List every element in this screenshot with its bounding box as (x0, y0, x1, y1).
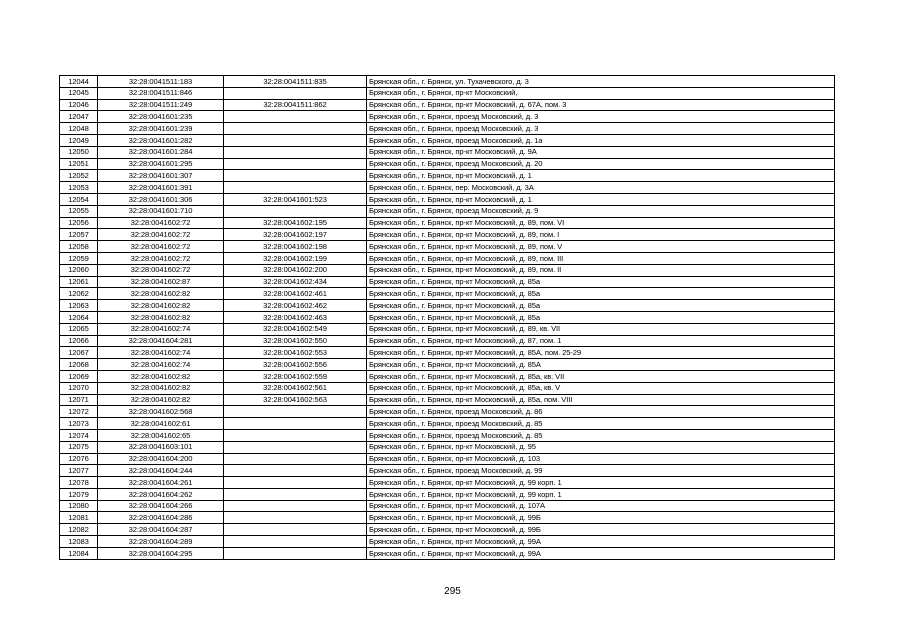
table-row (60, 335, 835, 347)
address-cell: Брянская обл., г. Брянск, проезд Московский, д. 3 (367, 123, 835, 135)
sub-cadastral-number-cell: 32:28:0041602:461 (224, 288, 367, 300)
address-cell: Брянская обл., г. Брянск, пр-кт Московский, д. 85а (367, 300, 835, 312)
sub-cadastral-number-cell (224, 429, 367, 441)
row-number-cell: 12074 (60, 429, 98, 441)
sub-cadastral-number-cell: 32:28:0041511:862 (224, 99, 367, 111)
row-number-cell: 12054 (60, 193, 98, 205)
sub-cadastral-number-cell (224, 488, 367, 500)
row-number-cell: 12065 (60, 323, 98, 335)
row-number-cell: 12063 (60, 300, 98, 312)
table-row (60, 170, 835, 182)
cadastral-number-cell: 32:28:0041604:289 (98, 536, 224, 548)
table-row (60, 347, 835, 359)
address-cell: Брянская обл., г. Брянск, пр-кт Московский, д. 99А (367, 547, 835, 559)
registry-table-body (60, 76, 835, 560)
cadastral-number-cell: 32:28:0041604:281 (98, 335, 224, 347)
sub-cadastral-number-cell: 32:28:0041602:434 (224, 276, 367, 288)
table-row (60, 488, 835, 500)
table-row (60, 123, 835, 135)
table-row (60, 217, 835, 229)
row-number-cell: 12070 (60, 382, 98, 394)
row-number-cell: 12044 (60, 76, 98, 88)
page-number: 295 (444, 586, 461, 597)
address-cell: Брянская обл., г. Брянск, проезд Московский, д. 1а (367, 134, 835, 146)
cadastral-number-cell: 32:28:0041604:261 (98, 477, 224, 489)
address-cell: Брянская обл., г. Брянск, пр-кт Московский, д. 95 (367, 441, 835, 453)
cadastral-number-cell: 32:28:0041604:287 (98, 524, 224, 536)
table-row (60, 252, 835, 264)
sub-cadastral-number-cell: 32:28:0041602:462 (224, 300, 367, 312)
sub-cadastral-number-cell: 32:28:0041602:559 (224, 370, 367, 382)
row-number-cell: 12061 (60, 276, 98, 288)
row-number-cell: 12057 (60, 229, 98, 241)
row-number-cell: 12060 (60, 264, 98, 276)
table-row (60, 477, 835, 489)
table-row (60, 359, 835, 371)
sub-cadastral-number-cell (224, 205, 367, 217)
address-cell: Брянская обл., г. Брянск, проезд Московский, д. 99 (367, 465, 835, 477)
row-number-cell: 12071 (60, 394, 98, 406)
table-row (60, 512, 835, 524)
cadastral-number-cell: 32:28:0041511:846 (98, 87, 224, 99)
table-row (60, 134, 835, 146)
address-cell: Брянская обл., г. Брянск, пр-кт Московский, д. 85а (367, 288, 835, 300)
row-number-cell: 12045 (60, 87, 98, 99)
table-row (60, 229, 835, 241)
table-row (60, 453, 835, 465)
table-row (60, 524, 835, 536)
cadastral-number-cell: 32:28:0041604:286 (98, 512, 224, 524)
sub-cadastral-number-cell: 32:28:0041602:556 (224, 359, 367, 371)
cadastral-number-cell: 32:28:0041602:568 (98, 406, 224, 418)
cadastral-number-cell: 32:28:0041602:82 (98, 394, 224, 406)
address-cell: Брянская обл., г. Брянск, пр-кт Московский, (367, 87, 835, 99)
table-row (60, 288, 835, 300)
registry-table (59, 75, 835, 560)
table-row (60, 87, 835, 99)
address-cell: Брянская обл., г. Брянск, пр-кт Московский, д. 99Б (367, 524, 835, 536)
cadastral-number-cell: 32:28:0041601:284 (98, 146, 224, 158)
row-number-cell: 12080 (60, 500, 98, 512)
sub-cadastral-number-cell: 32:28:0041602:561 (224, 382, 367, 394)
row-number-cell: 12075 (60, 441, 98, 453)
address-cell: Брянская обл., г. Брянск, пр-кт Московский, д. 85а, кв. V (367, 382, 835, 394)
cadastral-number-cell: 32:28:0041602:82 (98, 300, 224, 312)
sub-cadastral-number-cell: 32:28:0041602:195 (224, 217, 367, 229)
sub-cadastral-number-cell: 32:28:0041602:550 (224, 335, 367, 347)
sub-cadastral-number-cell: 32:28:0041602:549 (224, 323, 367, 335)
row-number-cell: 12067 (60, 347, 98, 359)
cadastral-number-cell: 32:28:0041604:262 (98, 488, 224, 500)
row-number-cell: 12062 (60, 288, 98, 300)
sub-cadastral-number-cell (224, 87, 367, 99)
table-row (60, 406, 835, 418)
table-row (60, 418, 835, 430)
sub-cadastral-number-cell: 32:28:0041511:835 (224, 76, 367, 88)
address-cell: Брянская обл., г. Брянск, пр-кт Московский, д. 107А (367, 500, 835, 512)
address-cell: Брянская обл., г. Брянск, пр-кт Московский, д. 67А, пом. 3 (367, 99, 835, 111)
row-number-cell: 12050 (60, 146, 98, 158)
cadastral-number-cell: 32:28:0041602:82 (98, 288, 224, 300)
row-number-cell: 12081 (60, 512, 98, 524)
cadastral-number-cell: 32:28:0041602:61 (98, 418, 224, 430)
sub-cadastral-number-cell (224, 406, 367, 418)
table-row (60, 311, 835, 323)
table-row (60, 146, 835, 158)
row-number-cell: 12053 (60, 182, 98, 194)
address-cell: Брянская обл., г. Брянск, пр-кт Московский, д. 99А (367, 536, 835, 548)
address-cell: Брянская обл., г. Брянск, пр-кт Московский, д. 99 корп. 1 (367, 477, 835, 489)
row-number-cell: 12051 (60, 158, 98, 170)
cadastral-number-cell: 32:28:0041601:391 (98, 182, 224, 194)
row-number-cell: 12077 (60, 465, 98, 477)
cadastral-number-cell: 32:28:0041604:200 (98, 453, 224, 465)
cadastral-number-cell: 32:28:0041602:72 (98, 241, 224, 253)
sub-cadastral-number-cell (224, 123, 367, 135)
address-cell: Брянская обл., г. Брянск, проезд Московский, д. 86 (367, 406, 835, 418)
row-number-cell: 12052 (60, 170, 98, 182)
sub-cadastral-number-cell (224, 477, 367, 489)
table-row (60, 536, 835, 548)
row-number-cell: 12083 (60, 536, 98, 548)
cadastral-number-cell: 32:28:0041511:183 (98, 76, 224, 88)
sub-cadastral-number-cell (224, 111, 367, 123)
sub-cadastral-number-cell (224, 547, 367, 559)
address-cell: Брянская обл., г. Брянск, пр-кт Московский, д. 103 (367, 453, 835, 465)
row-number-cell: 12064 (60, 311, 98, 323)
table-row (60, 465, 835, 477)
cadastral-number-cell: 32:28:0041602:72 (98, 264, 224, 276)
sub-cadastral-number-cell (224, 418, 367, 430)
sub-cadastral-number-cell: 32:28:0041602:553 (224, 347, 367, 359)
address-cell: Брянская обл., г. Брянск, пр-кт Московский, д. 89, кв. VII (367, 323, 835, 335)
address-cell: Брянская обл., г. Брянск, пр-кт Московский, д. 85а, кв. VII (367, 370, 835, 382)
sub-cadastral-number-cell (224, 146, 367, 158)
table-row (60, 76, 835, 88)
cadastral-number-cell: 32:28:0041602:74 (98, 359, 224, 371)
sub-cadastral-number-cell: 32:28:0041602:198 (224, 241, 367, 253)
row-number-cell: 12076 (60, 453, 98, 465)
row-number-cell: 12068 (60, 359, 98, 371)
address-cell: Брянская обл., г. Брянск, пр-кт Московский, д. 89, пом. I (367, 229, 835, 241)
cadastral-number-cell: 32:28:0041604:266 (98, 500, 224, 512)
sub-cadastral-number-cell (224, 465, 367, 477)
row-number-cell: 12078 (60, 477, 98, 489)
sub-cadastral-number-cell (224, 453, 367, 465)
cadastral-number-cell: 32:28:0041601:710 (98, 205, 224, 217)
cadastral-number-cell: 32:28:0041602:87 (98, 276, 224, 288)
table-row (60, 193, 835, 205)
row-number-cell: 12047 (60, 111, 98, 123)
address-cell: Брянская обл., г. Брянск, пр-кт Московский, д. 85а (367, 276, 835, 288)
cadastral-number-cell: 32:28:0041601:306 (98, 193, 224, 205)
address-cell: Брянская обл., г. Брянск, проезд Московский, д. 9 (367, 205, 835, 217)
cadastral-number-cell: 32:28:0041602:74 (98, 323, 224, 335)
row-number-cell: 12046 (60, 99, 98, 111)
address-cell: Брянская обл., г. Брянск, проезд Московский, д. 85 (367, 429, 835, 441)
sub-cadastral-number-cell: 32:28:0041602:199 (224, 252, 367, 264)
sub-cadastral-number-cell (224, 158, 367, 170)
cadastral-number-cell: 32:28:0041602:74 (98, 347, 224, 359)
cadastral-number-cell: 32:28:0041602:82 (98, 370, 224, 382)
sub-cadastral-number-cell (224, 134, 367, 146)
cadastral-number-cell: 32:28:0041601:307 (98, 170, 224, 182)
address-cell: Брянская обл., г. Брянск, пр-кт Московский, д. 89, пом. III (367, 252, 835, 264)
sub-cadastral-number-cell (224, 500, 367, 512)
cadastral-number-cell: 32:28:0041511:249 (98, 99, 224, 111)
address-cell: Брянская обл., г. Брянск, пер. Московский, д. 3А (367, 182, 835, 194)
row-number-cell: 12084 (60, 547, 98, 559)
row-number-cell: 12048 (60, 123, 98, 135)
table-row (60, 99, 835, 111)
cadastral-number-cell: 32:28:0041602:72 (98, 252, 224, 264)
address-cell: Брянская обл., г. Брянск, пр-кт Московский, д. 9А (367, 146, 835, 158)
row-number-cell: 12072 (60, 406, 98, 418)
address-cell: Брянская обл., г. Брянск, пр-кт Московский, д. 1 (367, 170, 835, 182)
address-cell: Брянская обл., г. Брянск, пр-кт Московский, д. 1 (367, 193, 835, 205)
sub-cadastral-number-cell (224, 512, 367, 524)
table-row (60, 300, 835, 312)
row-number-cell: 12082 (60, 524, 98, 536)
table-row (60, 111, 835, 123)
address-cell: Брянская обл., г. Брянск, пр-кт Московский, д. 85а, пом. VIII (367, 394, 835, 406)
address-cell: Брянская обл., г. Брянск, пр-кт Московский, д. 85а (367, 311, 835, 323)
address-cell: Брянская обл., г. Брянск, проезд Московский, д. 3 (367, 111, 835, 123)
address-cell: Брянская обл., г. Брянск, проезд Московский, д. 20 (367, 158, 835, 170)
table-row (60, 158, 835, 170)
address-cell: Брянская обл., г. Брянск, пр-кт Московский, д. 89, пом. II (367, 264, 835, 276)
address-cell: Брянская обл., г. Брянск, пр-кт Московский, д. 99 корп. 1 (367, 488, 835, 500)
cadastral-number-cell: 32:28:0041601:239 (98, 123, 224, 135)
row-number-cell: 12079 (60, 488, 98, 500)
table-row (60, 264, 835, 276)
cadastral-number-cell: 32:28:0041601:295 (98, 158, 224, 170)
cadastral-number-cell: 32:28:0041601:282 (98, 134, 224, 146)
sub-cadastral-number-cell (224, 441, 367, 453)
address-cell: Брянская обл., г. Брянск, пр-кт Московский, д. 99Б (367, 512, 835, 524)
cadastral-number-cell: 32:28:0041602:72 (98, 217, 224, 229)
table-row (60, 323, 835, 335)
sub-cadastral-number-cell: 32:28:0041602:200 (224, 264, 367, 276)
sub-cadastral-number-cell: 32:28:0041602:197 (224, 229, 367, 241)
sub-cadastral-number-cell: 32:28:0041601:523 (224, 193, 367, 205)
cadastral-number-cell: 32:28:0041601:235 (98, 111, 224, 123)
row-number-cell: 12056 (60, 217, 98, 229)
table-row (60, 205, 835, 217)
sub-cadastral-number-cell (224, 182, 367, 194)
table-row (60, 370, 835, 382)
table-row (60, 276, 835, 288)
sub-cadastral-number-cell (224, 536, 367, 548)
cadastral-number-cell: 32:28:0041604:295 (98, 547, 224, 559)
address-cell: Брянская обл., г. Брянск, проезд Московский, д. 85 (367, 418, 835, 430)
address-cell: Брянская обл., г. Брянск, пр-кт Московский, д. 87, пом. 1 (367, 335, 835, 347)
row-number-cell: 12055 (60, 205, 98, 217)
table-row (60, 382, 835, 394)
table-row (60, 241, 835, 253)
table-row (60, 500, 835, 512)
sub-cadastral-number-cell: 32:28:0041602:563 (224, 394, 367, 406)
address-cell: Брянская обл., г. Брянск, ул. Тухачевского, д. 3 (367, 76, 835, 88)
cadastral-number-cell: 32:28:0041602:72 (98, 229, 224, 241)
address-cell: Брянская обл., г. Брянск, пр-кт Московский, д. 89, пом. V (367, 241, 835, 253)
row-number-cell: 12049 (60, 134, 98, 146)
cadastral-number-cell: 32:28:0041602:65 (98, 429, 224, 441)
address-cell: Брянская обл., г. Брянск, пр-кт Московский, д. 85А (367, 359, 835, 371)
address-cell: Брянская обл., г. Брянск, пр-кт Московский, д. 89, пом. VI (367, 217, 835, 229)
table-row (60, 182, 835, 194)
row-number-cell: 12059 (60, 252, 98, 264)
table-row (60, 394, 835, 406)
cadastral-number-cell: 32:28:0041602:82 (98, 311, 224, 323)
row-number-cell: 12058 (60, 241, 98, 253)
row-number-cell: 12069 (60, 370, 98, 382)
table-row (60, 441, 835, 453)
cadastral-number-cell: 32:28:0041604:244 (98, 465, 224, 477)
sub-cadastral-number-cell: 32:28:0041602:463 (224, 311, 367, 323)
sub-cadastral-number-cell (224, 524, 367, 536)
address-cell: Брянская обл., г. Брянск, пр-кт Московский, д. 85А, пом. 25-29 (367, 347, 835, 359)
sub-cadastral-number-cell (224, 170, 367, 182)
row-number-cell: 12073 (60, 418, 98, 430)
cadastral-number-cell: 32:28:0041602:82 (98, 382, 224, 394)
table-row (60, 547, 835, 559)
cadastral-number-cell: 32:28:0041603:101 (98, 441, 224, 453)
row-number-cell: 12066 (60, 335, 98, 347)
table-row (60, 429, 835, 441)
